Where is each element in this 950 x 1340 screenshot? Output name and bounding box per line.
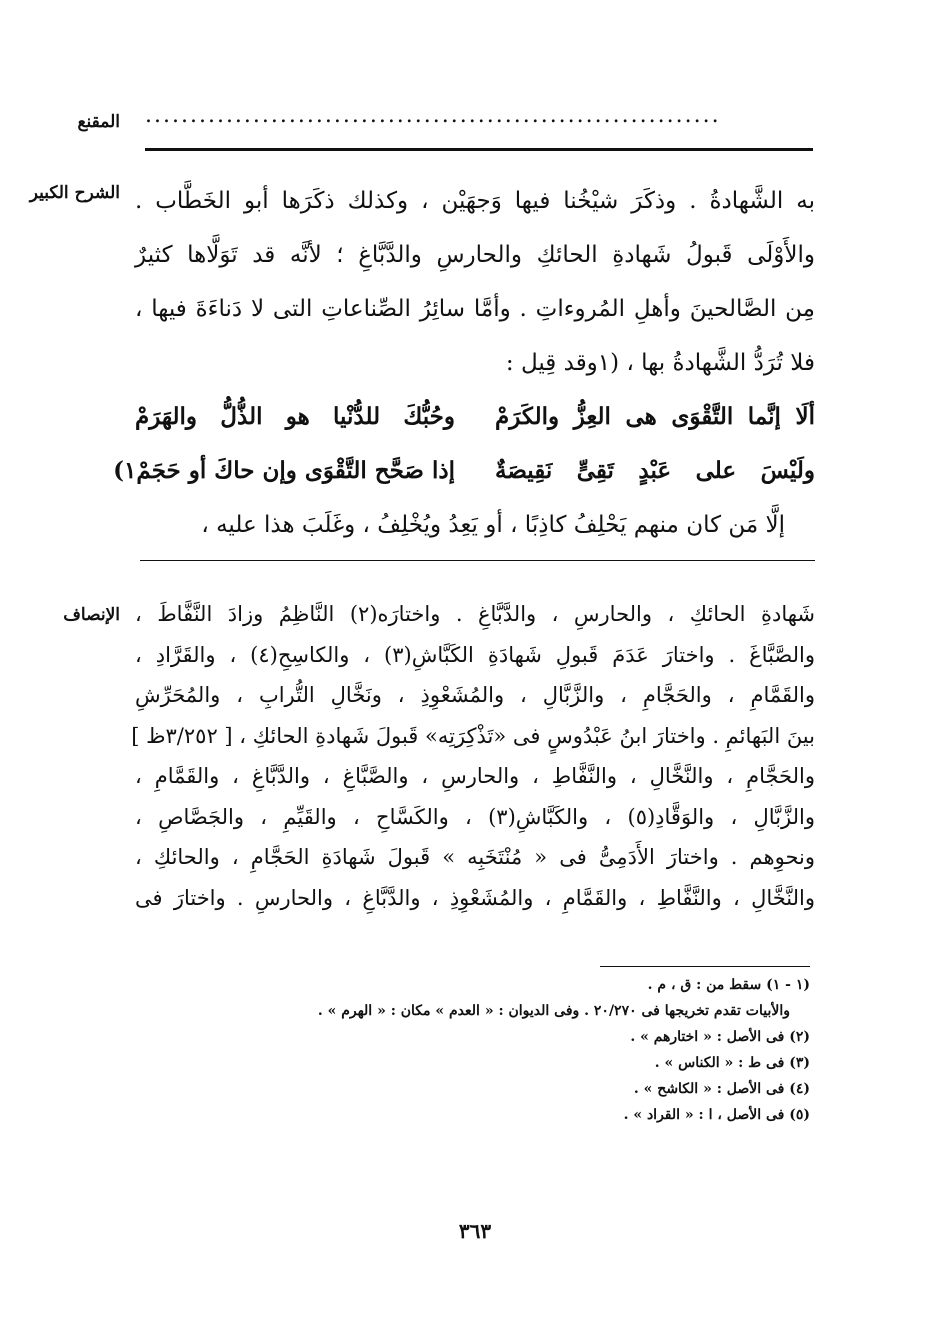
verse-hemistich-second: وحُبُّكَ للدُّنْيا هو الذُّلُّ والهَرَمْ (135, 403, 455, 430)
footnote-rule (600, 966, 810, 967)
footnote: (٤) فى الأصل : « الكاشح » . (633, 1081, 810, 1097)
running-header-title: المقنع (77, 112, 120, 132)
insaf-line: والزَّبَّالِ ، والوَقَّادِ(٥) ، والكَبَّاشِ(٣) ، والكَسَّاحِ ، والقَيِّمِ ، والجَصَّاصِ ، (135, 804, 816, 829)
insaf-line: والحَجَّامِ ، والنَّخَّالِ ، والنَّفَّاطِ ، والحارسِ ، والصَّبَّاغِ ، والدَّبَّاغِ ، والقَمَّامِ ، (135, 764, 815, 788)
verse-line (135, 390, 815, 444)
insaf-section-label: الإنصاف (63, 605, 120, 625)
verse-hemistich-first: ولَيْسَ على عَبْدٍ تَقِىٍّ نَقِيصَةٌ (495, 457, 815, 484)
section-separator (140, 560, 815, 561)
insaf-line: ونحوِهم . واختارَ الأَدَمِىُّ فى « مُنْتَخَبِه » قَبولَ شَهادَةِ الحَجَّامِ ، والحائكِ ، (135, 845, 815, 869)
insaf-line: والقَمَّامِ ، والحَجَّامِ ، والزَّبَّالِ ، والمُشَعْوِذِ ، ونَخَّالِ التُّرابِ ، والمُحَرِّشِ (135, 683, 815, 707)
sharh-line: مِن الصَّالحينَ وأهلِ المُروءاتِ . وأمَّا سائِرُ الصِّناعاتِ التى لا دَناءَةَ فيها ، (135, 296, 815, 322)
footnote: (٥) فى الأصل ، ا : « القراد » . (623, 1107, 810, 1123)
sharh-line: فلا تُرَدُّ الشَّهادةُ بها ، (١وقد قِيل : (505, 350, 815, 376)
sharh-line: به الشَّهادةُ . وذكَرَ شيْخُنا فيها وَجهَيْن ، وكذلك ذكَرَها أبو الخَطَّاب . (135, 188, 815, 214)
sharh-section-label: الشرح الكبير (29, 183, 120, 203)
verse-hemistich-second: إذا صَحَّح التَّقْوَى وإن حاكَ أو حَجَمْ١) (113, 457, 455, 484)
header-rule (145, 148, 813, 151)
insaf-line: شَهادةِ الحائكِ ، والحارسِ ، والدَّبَّاغِ . واختارَه(٢) النَّاظِمُ وزادَ النَّفَّاطَ ، (135, 602, 815, 626)
insaf-line: والصَّبَّاغَ . واختارَ عَدَمَ قَبولِ شَهادَةِ الكَبَّاشِ(٣) ، والكاسِحِ(٤) ، والقَرَّادِ ، (135, 642, 815, 667)
sharh-text (113, 174, 815, 552)
verse-hemistich-first: ألَا إنَّما التَّقْوَى هى العِزُّ والكَرَمْ (495, 403, 815, 430)
footnotes (200, 972, 810, 1128)
header-dotted-leader: ................................................................ (145, 103, 721, 128)
footnote: والأبيات تقدم تخريجها فى ٢٠/٢٧٠ . وفى الديوان : « العدم » مكان : « الهرم » . (317, 1003, 790, 1019)
footnote: (٢) فى الأصل : « اختارهم » . (630, 1029, 810, 1045)
page-number: ٣٦٣ (458, 1219, 492, 1243)
insaf-line: بينَ البَهائمِ . واختارَ ابنُ عَبْدُوسٍ فى «تَذْكِرَتِه» قَبولَ شَهادةِ الحائكِ ، [ ٣/٢٥٢ظ ] (131, 723, 815, 748)
footnote: (٣) فى ط : « الكناس » . (654, 1055, 810, 1071)
insaf-line: والنَّخَّالِ ، والنَّفَّاطِ ، والقَمَّامِ ، والمُشَعْوِذِ ، والدَّبَّاغِ ، والحارسِ . واختارَ فى (135, 885, 815, 910)
verse-line (113, 444, 815, 498)
footnote: (١ - ١) سقط من : ق ، م . (647, 977, 810, 993)
sharh-line: والأَوْلَى قَبولُ شَهادةِ الحائكِ والحارسِ والدَّبَّاغِ ؛ لأنَّه قد تَوَلَّاها كثيرٌ (135, 242, 815, 268)
sharh-line: إلَّا مَن كان منهم يَحْلِفُ كاذِبًا ، أو يَعِدُ ويُخْلِفُ ، وغَلَبَ هذا عليه ، (201, 512, 785, 538)
insaf-text (131, 594, 816, 918)
